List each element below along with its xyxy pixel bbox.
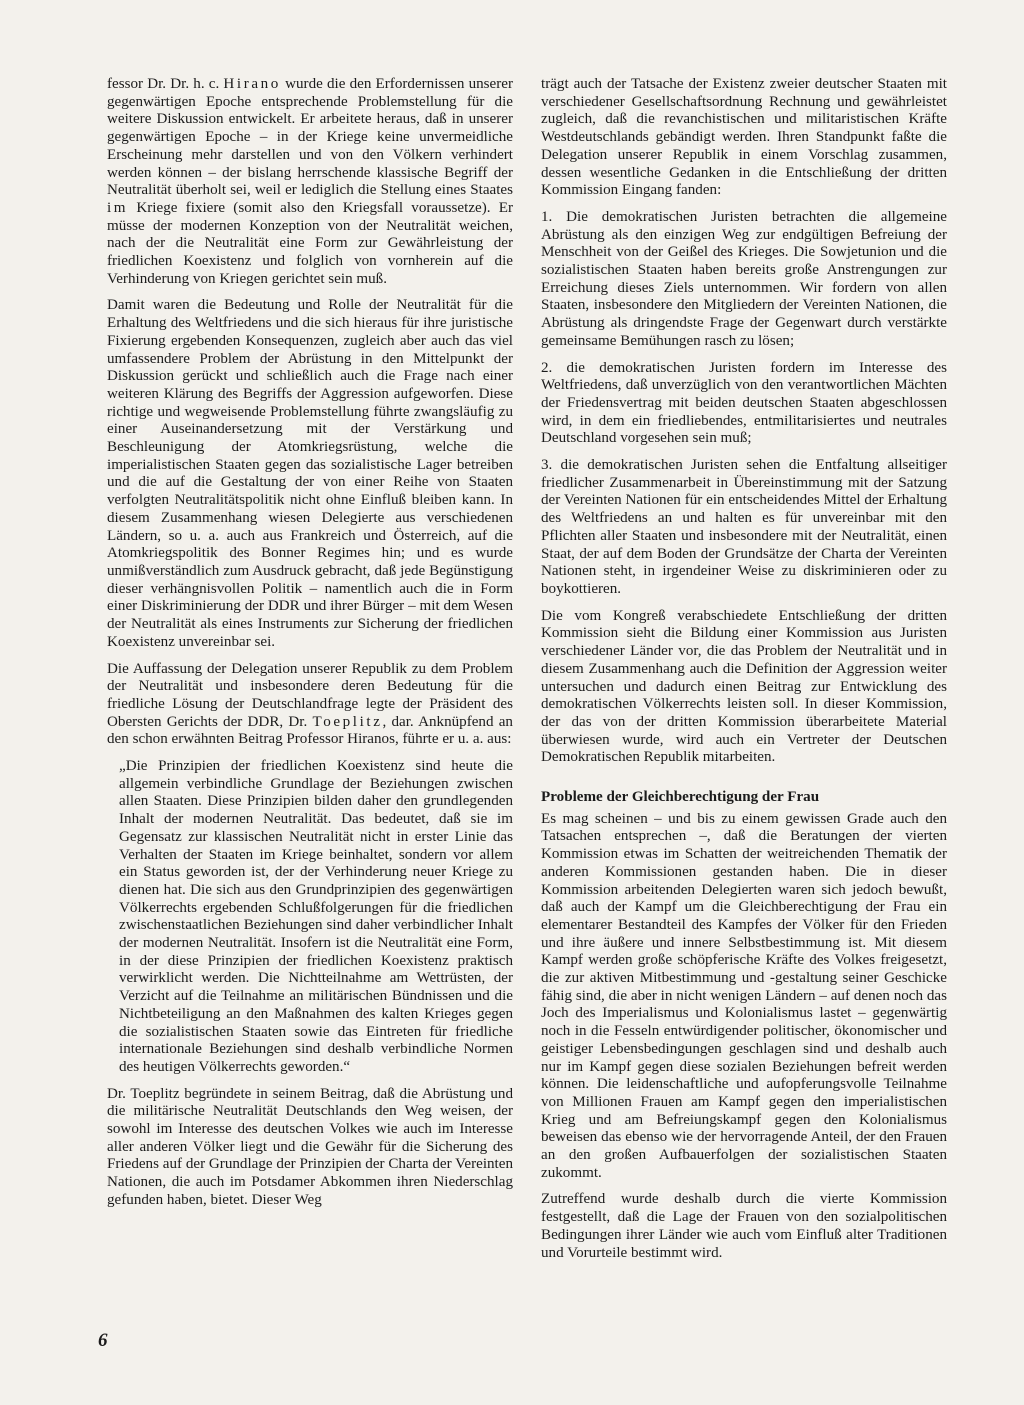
section-heading: Probleme der Gleichberechtigung der Frau xyxy=(541,789,820,806)
spaced-name: Toeplitz xyxy=(312,713,383,730)
text-run: Kriege fixiere (somit also den Kriegsfall voraussetze). Er müsse der modernen Konzeption von der Neutralität weichen, nach der die Neutralität eine Form zur Gewährleistung der friedlichen Koexistenz und folglich von vornherein auf die Verhinderung von Kriegen gerichtet sein muß. xyxy=(107,199,513,287)
paragraph xyxy=(107,661,513,750)
list-item: 3. die demokratischen Juristen sehen die Entfaltung allseitiger friedlicher Zusammenarbeit in Übereinstimmung mit der Satzung der Vereinten Nationen für ein entscheidendes Mittel der Erhaltung des Weltfriedens an und halten es für unvereinbar mit den Pflichten aller Staaten und insbesondere mit der Neutralität, einen Staat, der auf dem Boden der Grundsätze der Charta der Vereinten Nationen steht, in irgendeiner Weise zu diskriminieren oder zu boykottieren. xyxy=(541,457,947,597)
paragraph: Zutreffend wurde deshalb durch die vierte Kommission festgestellt, daß die Lage der Frauen von den sozialpolitischen Bedingungen ihrer Länder wie auch vom Einfluß alter Traditionen und Vorurteile bestimmt wird. xyxy=(541,1191,947,1261)
text-run: Die Auffassung der Delegation unserer Republik zu dem Problem der Neutralität und insbesondere deren Bedeutung für die friedliche Lösung der Deutschlandfrage legte der Präsident des Obersten Gerichts der DDR, Dr. xyxy=(107,660,513,730)
spaced-word: im xyxy=(107,199,129,216)
paragraph: trägt auch der Tatsache der Existenz zweier deutscher Staaten mit verschiedener Gesellschaftsordnung Rechnung und gewährleistet zugleich, daß die revanchistischen und militaristischen Kräfte Westdeutschlands gebändigt werden. Ihren Standpunkt faßte die Delegation unserer Republik in einem Vorschlag zusammen, dessen wesentliche Gedanken in die Entschließung der dritten Kommission Eingang fanden: xyxy=(541,76,947,199)
paragraph: Dr. Toeplitz begründete in seinem Beitrag, daß die Abrüstung und die militärische Neutralität Deutschlands den Weg weisen, der sowohl im Interesse des deutschen Volkes wie auch im Interesse aller anderen Völker liegt und die Gewähr für die Sicherung des Friedens auf der Grundlage der Prinzipien der Charta der Vereinten Nationen, die auch im Potsdamer Abkommen ihren Niederschlag gefunden haben, bietet. Dieser Weg xyxy=(107,1085,513,1208)
page-number: 6 xyxy=(98,1330,108,1351)
paragraph: Damit waren die Bedeutung und Rolle der Neutralität für die Erhaltung des Weltfriedens und die sich hieraus für ihre juristische Fixierung ergebenden Konsequenzen, zugleich aber auch das viel umfassendere Problem der Abrüstung in den Mittelpunkt der Diskussion gerückt und schließlich auch die Frage nach einer weiteren Klärung des Begriffs der Aggression aufgeworfen. Diese richtige und wegweisende Problemstellung führte zwangsläufig zu einer Auseinandersetzung mit der Verstärkung und Beschleunigung der Atomkriegsrüstung, welche die imperialistischen Staaten gegen das sozialistische Lager betreiben und die auf die Gestaltung der von einer Reihe von Staaten verfolgten Neutralitätspolitik nicht ohne Einfluß bleiben kann. In diesem Zusammenhang wiesen Delegierte aus verschiedenen Ländern, so u. a. auch aus Frankreich und Österreich, auf die Atomkriegspolitik des Bonner Regimes hin; und es wurde unmißverständlich zum Ausdruck gebracht, daß jede Begünstigung dieser verhängnisvollen Politik – namentlich auch die in Form einer Diskriminierung der DDR und ihrer Bürger – mit dem Wesen der Neutralität als eines Instruments zur Sicherung der friedlichen Koexistenz unvereinbar sei. xyxy=(107,297,513,650)
list-item: 2. die demokratischen Juristen fordern im Interesse des Weltfriedens, daß unverzüglich von den verantwortlichen Mächten der Friedensvertrag mit beiden deutschen Staaten abgeschlossen wird, in dem ein friedliebendes, entmilitarisiertes und neutrales Deutschland vorgesehen sein muß; xyxy=(541,359,947,447)
left-column xyxy=(107,76,513,1219)
spaced-name: Hirano xyxy=(223,76,281,92)
right-column xyxy=(541,76,947,1271)
paragraph xyxy=(107,76,513,288)
paragraph: Es mag scheinen – und bis zu einem gewissen Grade auch den Tatsachen entsprechen –, daß die Beratungen der vierten Kommission etwas im Schatten der weitreichenden Thematik der anderen Kommissionen gestanden haben. Die in dieser Kommission arbeitenden Delegierten waren sich jedoch bewußt, daß auch der Kampf um die Gleichberechtigung der Frau ein elementarer Bestandteil des Kampfes der Völker für den Frieden und ihre äußere und innere Selbstbestimmung ist. Mit diesem Kampf werden große schöpferische Kräfte des Volkes freigesetzt, die zur aktiven Mitbestimmung und -gestaltung seiner Geschicke fähig sind, die aber in nicht wenigen Ländern – auf denen noch das Joch des Imperialismus und Kolonialismus lastet – gegenwärtig noch in die Fesseln entwürdigender politischer, ökonomischer und geistiger Lebensbedingungen geschlagen sind und deshalb auch nur im Kampf gegen diese sozialen Beziehungen befreit werden können. Die leidenschaftliche und aufopferungsvolle Teilnahme von Millionen Frauen am Kampf gegen den imperialistischen Krieg und am Befreiungskampf gegen den Kolonialismus beweisen das ebenso wie der hervorragende Anteil, der den Frauen an den großen Aufbauerfolgen der sozialistischen Staaten zukommt. xyxy=(541,810,947,1181)
text-run: , dar. Anknüpfend an den schon erwähnten Beitrag Professor Hiranos, führte er u. a. aus: xyxy=(107,713,513,748)
text-run: wurde die den Erfordernissen unserer gegenwärtigen Epoche entsprechende Problemstellung für die weitere Diskussion entwickelt. Er arbeitete heraus, daß in unserer gegenwärtigen Epoche – in der Kriege keine unvermeidliche Erscheinung mehr darstellen und von den Völkern verhindert werden können – der bislang herrschende klassische Begriff der Neutralität überholt sei, weil er lediglich die Stellung eines Staates xyxy=(107,76,513,199)
text-run: fessor Dr. Dr. h. c. xyxy=(107,76,224,92)
block-quote: „Die Prinzipien der friedlichen Koexistenz sind heute die allgemein verbindliche Grundlage der Beziehungen zwischen allen Staaten. Diese Prinzipien bilden daher den grundlegenden Inhalt der modernen Neutralität. Das bedeutet, daß sie im Gegensatz zur klassischen Neutralität nicht in erster Linie das Verhalten der Staaten im Kriege beinhaltet, sondern vor allem ein Status geworden ist, der der Verhinderung neuer Kriege zu dienen hat. Die sich aus den Grundprinzipien des gegenwärtigen Völkerrechts ergebenden Schlußfolgerungen für die friedlichen zwischenstaatlichen Beziehungen sind daher verbindlicher Inhalt der modernen Neutralität. Insofern ist die Neutralität eine Form, in der diese Prinzipien der friedlichen Koexistenz praktisch verwirklicht werden. Die Nichtteilnahme am Wettrüsten, der Verzicht auf die Teilnahme an militärischen Bündnissen und die Nichtbeteiligung an den Maßnahmen des kalten Krieges gegen die sozialistischen Staaten sowie das Eintreten für friedliche internationale Beziehungen sind deshalb verbindliche Normen des heutigen Völkerrechts geworden.“ xyxy=(119,758,513,1075)
list-item: 1. Die demokratischen Juristen betrachten die allgemeine Abrüstung als den einzigen Weg zur endgültigen Befreiung der Menschheit von der Geißel des Krieges. Die Sowjetunion und die sozialistischen Staaten haben bereits große Anstrengungen zur Erreichung dieses Ziels unternommen. Wir fordern von allen Staaten, insbesondere den Mitgliedern der Vereinten Nationen, die Abrüstung als dringendste Frage der Gegenwart durch verstärkte gemeinsame Bemühungen rasch zu lösen; xyxy=(541,208,947,349)
paragraph: Die vom Kongreß verabschiedete Entschließung der dritten Kommission sieht die Bildung einer Kommission aus Juristen verschiedener Länder vor, die das Problem der Neutralität und in diesem Zusammenhang auch die Definition der Aggression weiter untersuchen und dadurch einen Beitrag zur Entwicklung des demokratischen Völkerrechts leisten soll. In dieser Kommission, der das von der dritten Kommission überarbeitete Material überwiesen wurde, wird auch ein Vertreter der Deutschen Demokratischen Republik mitarbeiten. xyxy=(541,607,947,766)
